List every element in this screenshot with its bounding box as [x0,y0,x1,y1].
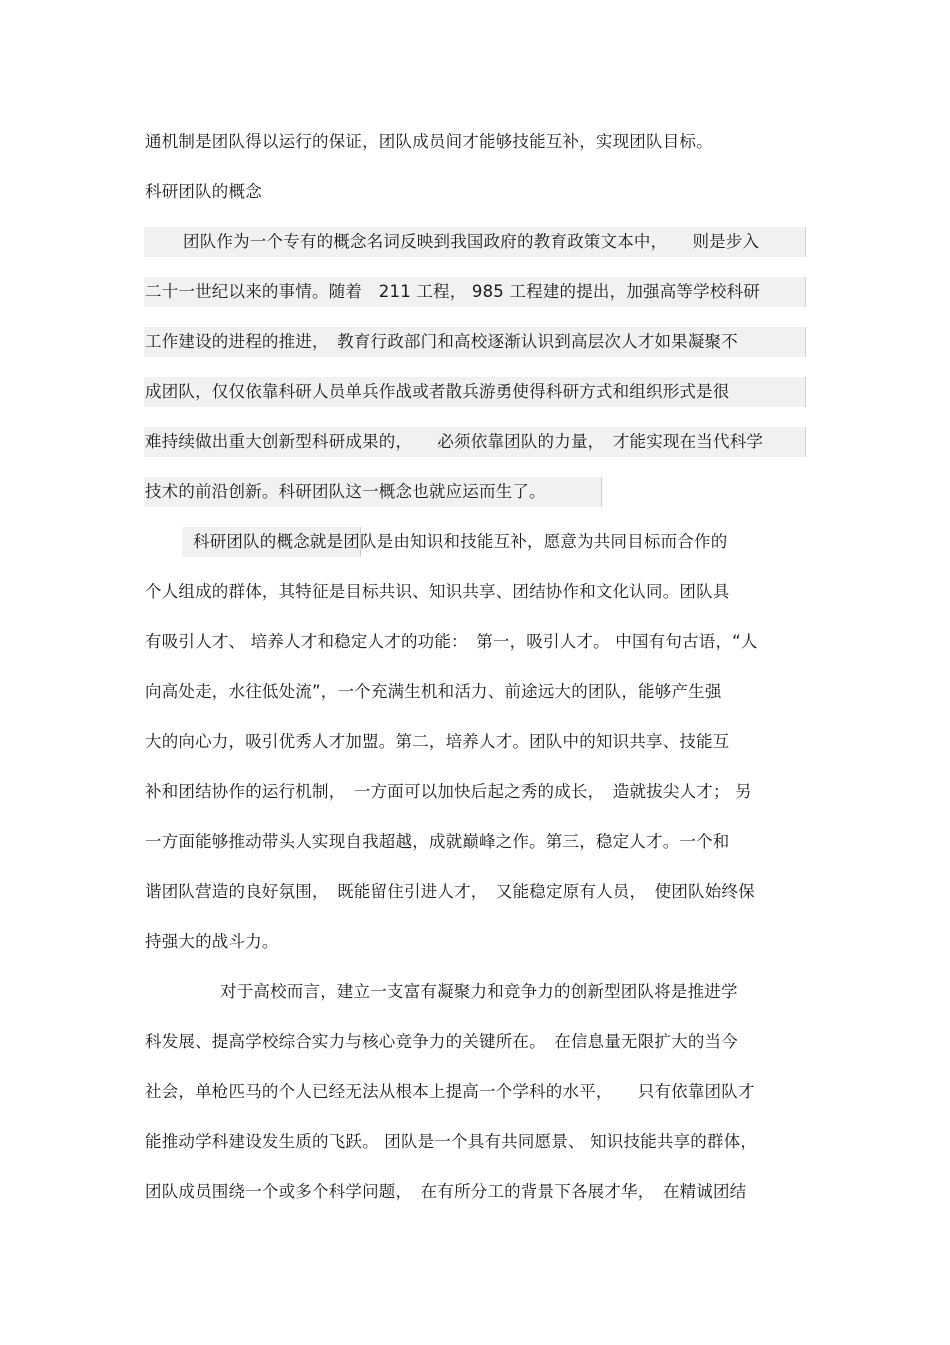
body-line: 大的向心力，吸引优秀人才加盟。第二，培养人才。团队中的知识共享、技能互 [145,732,730,751]
body-line: 工作建设的进程的推进， 教育行政部门和高校逐渐认识到高层次人才如果凝聚不 [145,332,738,351]
body-line: 成团队，仅仅依靠科研人员单兵作战或者散兵游勇使得科研方式和组织形式是很 [145,382,730,401]
body-line: 向高处走，水往低处流”，一个充满生机和活力、前途远大的团队，能够产生强 [145,682,722,701]
body-line: 对于高校而言，建立一支富有凝聚力和竞争力的创新型团队将是推进学 [220,982,738,1001]
body-line: 二十一世纪以来的事情。随着 211 工程， 985 工程建的提出，加强高等学校科研 [145,282,760,301]
body-line: 有吸引人才、 培养人才和稳定人才的功能： 第一，吸引人才。 中国有句古语，“人 [145,632,758,651]
body-line: 个人组成的群体，其特征是目标共识、知识共享、团结协作和文化认同。团队具 [145,582,730,601]
body-line: 团队作为一个专有的概念名词反映到我国政府的教育政策文本中， 则是步入 [183,232,760,251]
body-line: 持强大的战斗力。 [145,932,279,951]
body-line: 补和团结协作的运行机制， 一方面可以加快后起之秀的成长， 造就拔尖人才； 另 [145,782,752,801]
body-line: 一方面能够推动带头人实现自我超越，成就巅峰之作。第三，稳定人才。一个和 [145,832,730,851]
body-line: 谐团队营造的良好氛围， 既能留住引进人才， 又能稳定原有人员， 使团队始终保 [145,882,755,901]
body-line: 社会，单枪匹马的个人已经无法从根本上提高一个学科的水平， 只有依靠团队才 [145,1082,755,1101]
body-line: 能推动学科建设发生质的飞跃。 团队是一个具有共同愿景、 知识技能共享的群体， [145,1132,758,1151]
body-line: 难持续做出重大创新型科研成果的， 必须依靠团队的力量， 才能实现在当代科学 [145,432,764,451]
body-line: 技术的前沿创新。科研团队这一概念也就应运而生了。 [145,482,546,501]
body-line: 团队成员围绕一个或多个科学问题， 在有所分工的背景下各展才华， 在精诚团结 [145,1182,747,1201]
body-line: 科研团队的概念就是团队是由知识和技能互补，愿意为共同目标而合作的 [193,532,728,551]
body-line: 通机制是团队得以运行的保证，团队成员间才能够技能互补，实现团队目标。 [145,132,713,151]
body-line: 科发展、提高学校综合实力与核心竞争力的关键所在。 在信息量无限扩大的当今 [145,1032,738,1051]
section-heading: 科研团队的概念 [145,182,262,201]
